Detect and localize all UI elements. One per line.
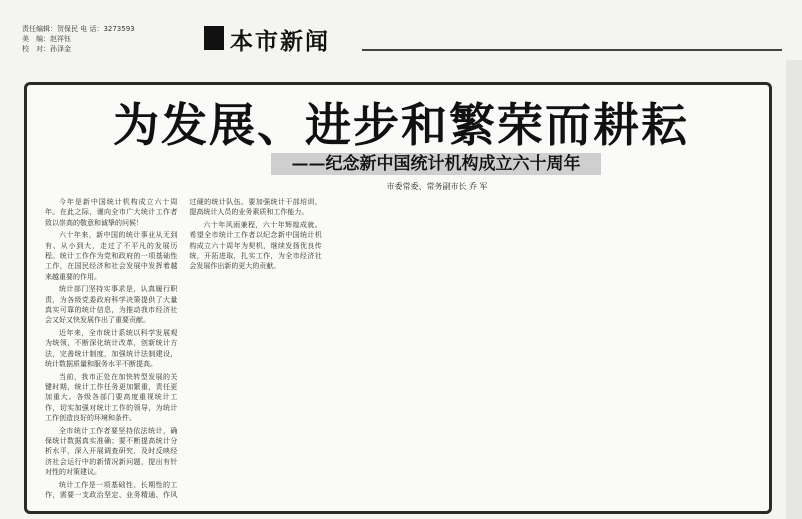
body-paragraph: 今年是新中国统计机构成立六十周年。在此之际，谨向全市广大统计工作者致以崇高的敬意和诚挚的问候！ xyxy=(45,198,178,227)
body-paragraph: 近年来，全市统计系统以科学发展观为统领，不断深化统计改革，创新统计方法，完善统计制度，加强统计法制建设，统计数据质量和服务水平不断提高。 xyxy=(45,328,178,369)
body-paragraph: 六十年风雨兼程，六十年辉煌成就。希望全市统计工作者以纪念新中国统计机构成立六十周年为契机，继续发扬优良传统，开拓进取，扎实工作，为全市经济社会发展作出新的更大的贡献。 xyxy=(189,220,322,271)
article-headline: 为发展、进步和繁荣而耕耘 xyxy=(113,98,689,152)
masthead xyxy=(22,22,782,56)
body-paragraph: 当前，我市正处在加快转型发展的关键时期，统计工作任务更加繁重，责任更加重大。各级各部门要高度重视统计工作，切实加强对统计工作的领导，为统计工作创造良好的环境和条件。 xyxy=(45,372,178,423)
section-title: 本市新闻 xyxy=(230,28,330,55)
page-edge xyxy=(786,60,802,519)
body-paragraph: 统计部门坚持实事求是，认真履行职责，为各级党委政府科学决策提供了大量真实可靠的统计信息，为推动我市经济社会又好又快发展作出了重要贡献。 xyxy=(45,285,178,325)
body-paragraph: 六十年来，新中国的统计事业从无到有、从小到大，走过了不平凡的发展历程。统计工作作为党和政府的一项基础性工作，在国民经济和社会发展中发挥着越来越重要的作用。 xyxy=(45,231,178,281)
article-byline: 市委常委、常务副市长 乔 军 xyxy=(386,182,488,191)
article-body xyxy=(45,197,755,509)
proof-line: 校 对：孙泽金 xyxy=(22,45,71,53)
article-frame xyxy=(24,82,772,514)
body-paragraph: 统计工作是一项基础性、长期性的工作，需要一支政治坚定、业务精通、作风过硬的统计队伍。要加强统计干部培训，提高统计人员的业务素质和工作能力。 xyxy=(45,198,322,499)
section-marker xyxy=(204,26,224,50)
article-subhead: ——纪念新中国统计机构成立六十周年 xyxy=(271,153,601,175)
editor-line: 责任编辑：贺保民 电 话：3273593 xyxy=(22,25,135,33)
design-line: 美 编：赵祥钰 xyxy=(22,35,71,43)
editor-credits xyxy=(22,24,202,54)
body-paragraph: 全市统计工作者要坚持依法统计，确保统计数据真实准确；要不断提高统计分析水平，深入开展调查研究，及时反映经济社会运行中的新情况新问题，提出有针对性的对策建议。 xyxy=(45,426,178,477)
masthead-rule xyxy=(362,49,782,51)
